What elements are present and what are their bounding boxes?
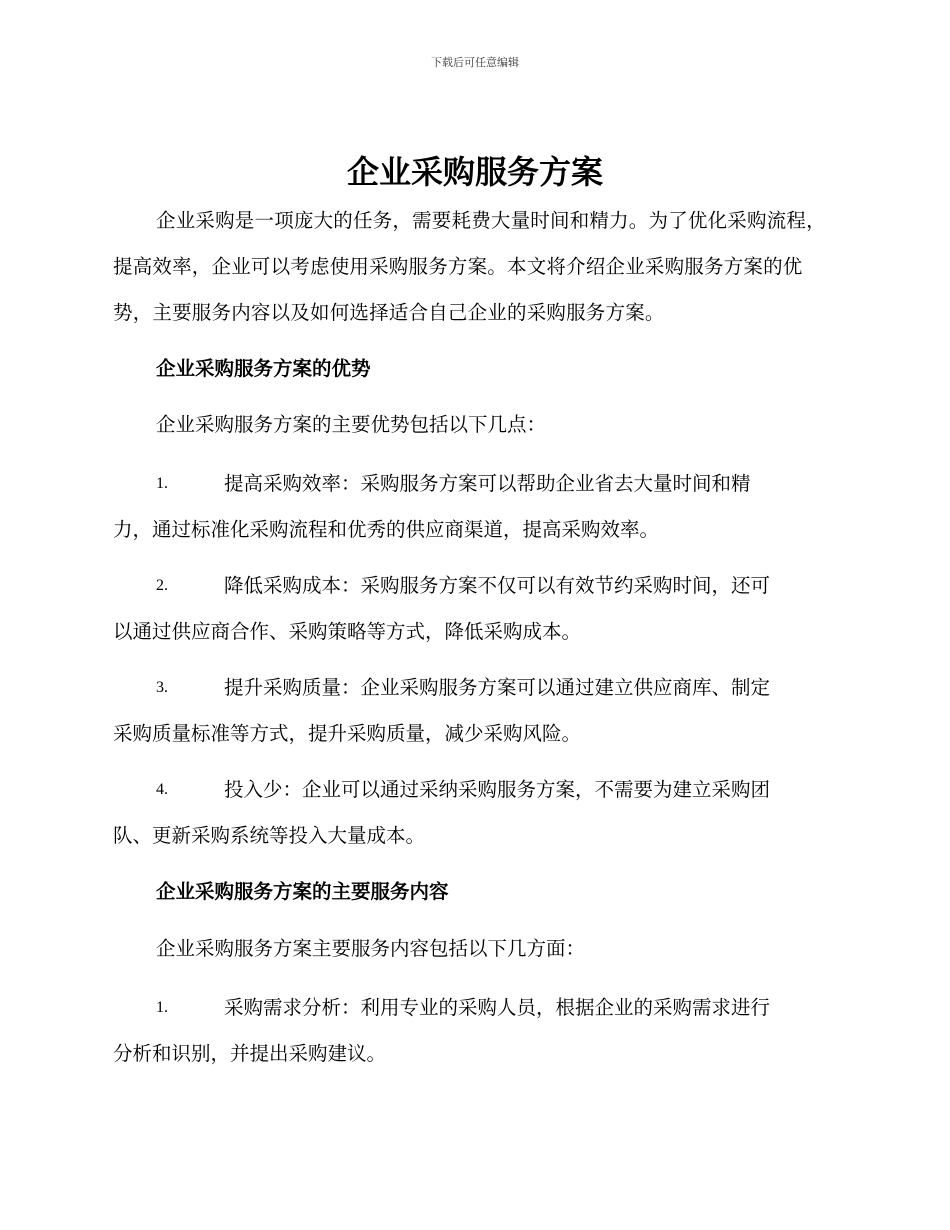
list-item-number: 4.	[156, 781, 168, 798]
page-header-note: 下载后可任意编辑	[431, 56, 519, 69]
list-item-text: 采购需求分析：利用专业的采购人员，根据企业的采购需求进行	[224, 996, 771, 1019]
list-item-continuation: 以通过供应商合作、采购策略等方式，降低采购成本。	[113, 620, 582, 643]
intro-paragraph: 企业采购是一项庞大的任务，需要耗费大量时间和精力。为了优化采购流程，提高效率，企业可以考虑使用采购服务方案。本文将介绍企业采购服务方案的优势，主要服务内容以及如何选择适合自己企业的采购服务方案。	[113, 209, 826, 324]
list-item-continuation: 队、更新采购系统等投入大量成本。	[113, 824, 426, 847]
list-item-first-line	[113, 461, 835, 507]
list-item	[113, 461, 835, 553]
list-item-number: 1.	[156, 999, 168, 1016]
list-item-number: 3.	[156, 679, 168, 696]
section-lead-advantages: 企业采购服务方案的主要优势包括以下几点：	[156, 413, 547, 436]
section-heading-services: 企业采购服务方案的主要服务内容	[156, 880, 449, 903]
list-item	[113, 563, 835, 655]
list-item-first-line	[113, 985, 835, 1031]
list-item-text: 降低采购成本：采购服务方案不仅可以有效节约采购时间，还可	[224, 574, 771, 597]
list-item	[113, 665, 835, 757]
list-item-first-line	[113, 563, 835, 609]
section-lead-services: 企业采购服务方案主要服务内容包括以下几方面：	[156, 937, 586, 960]
list-item	[113, 985, 835, 1077]
list-item-continuation: 采购质量标准等方式，提升采购质量，减少采购风险。	[113, 722, 582, 745]
list-item-continuation: 分析和识别，并提出采购建议。	[113, 1042, 387, 1065]
list-item-number: 2.	[156, 577, 168, 594]
section-heading-advantages: 企业采购服务方案的优势	[156, 357, 371, 380]
list-item-text: 投入少：企业可以通过采纳采购服务方案，不需要为建立采购团	[224, 778, 771, 801]
list-item-text: 提高采购效率：采购服务方案可以帮助企业省去大量时间和精	[224, 472, 751, 495]
list-item-continuation: 力，通过标准化采购流程和优秀的供应商渠道，提高采购效率。	[113, 518, 660, 541]
list-item-first-line	[113, 767, 835, 813]
list-item	[113, 767, 835, 859]
list-item-first-line	[113, 665, 835, 711]
document-title: 企业采购服务方案	[346, 153, 603, 191]
list-item-number: 1.	[156, 475, 168, 492]
list-item-text: 提升采购质量：企业采购服务方案可以通过建立供应商库、制定	[224, 676, 771, 699]
